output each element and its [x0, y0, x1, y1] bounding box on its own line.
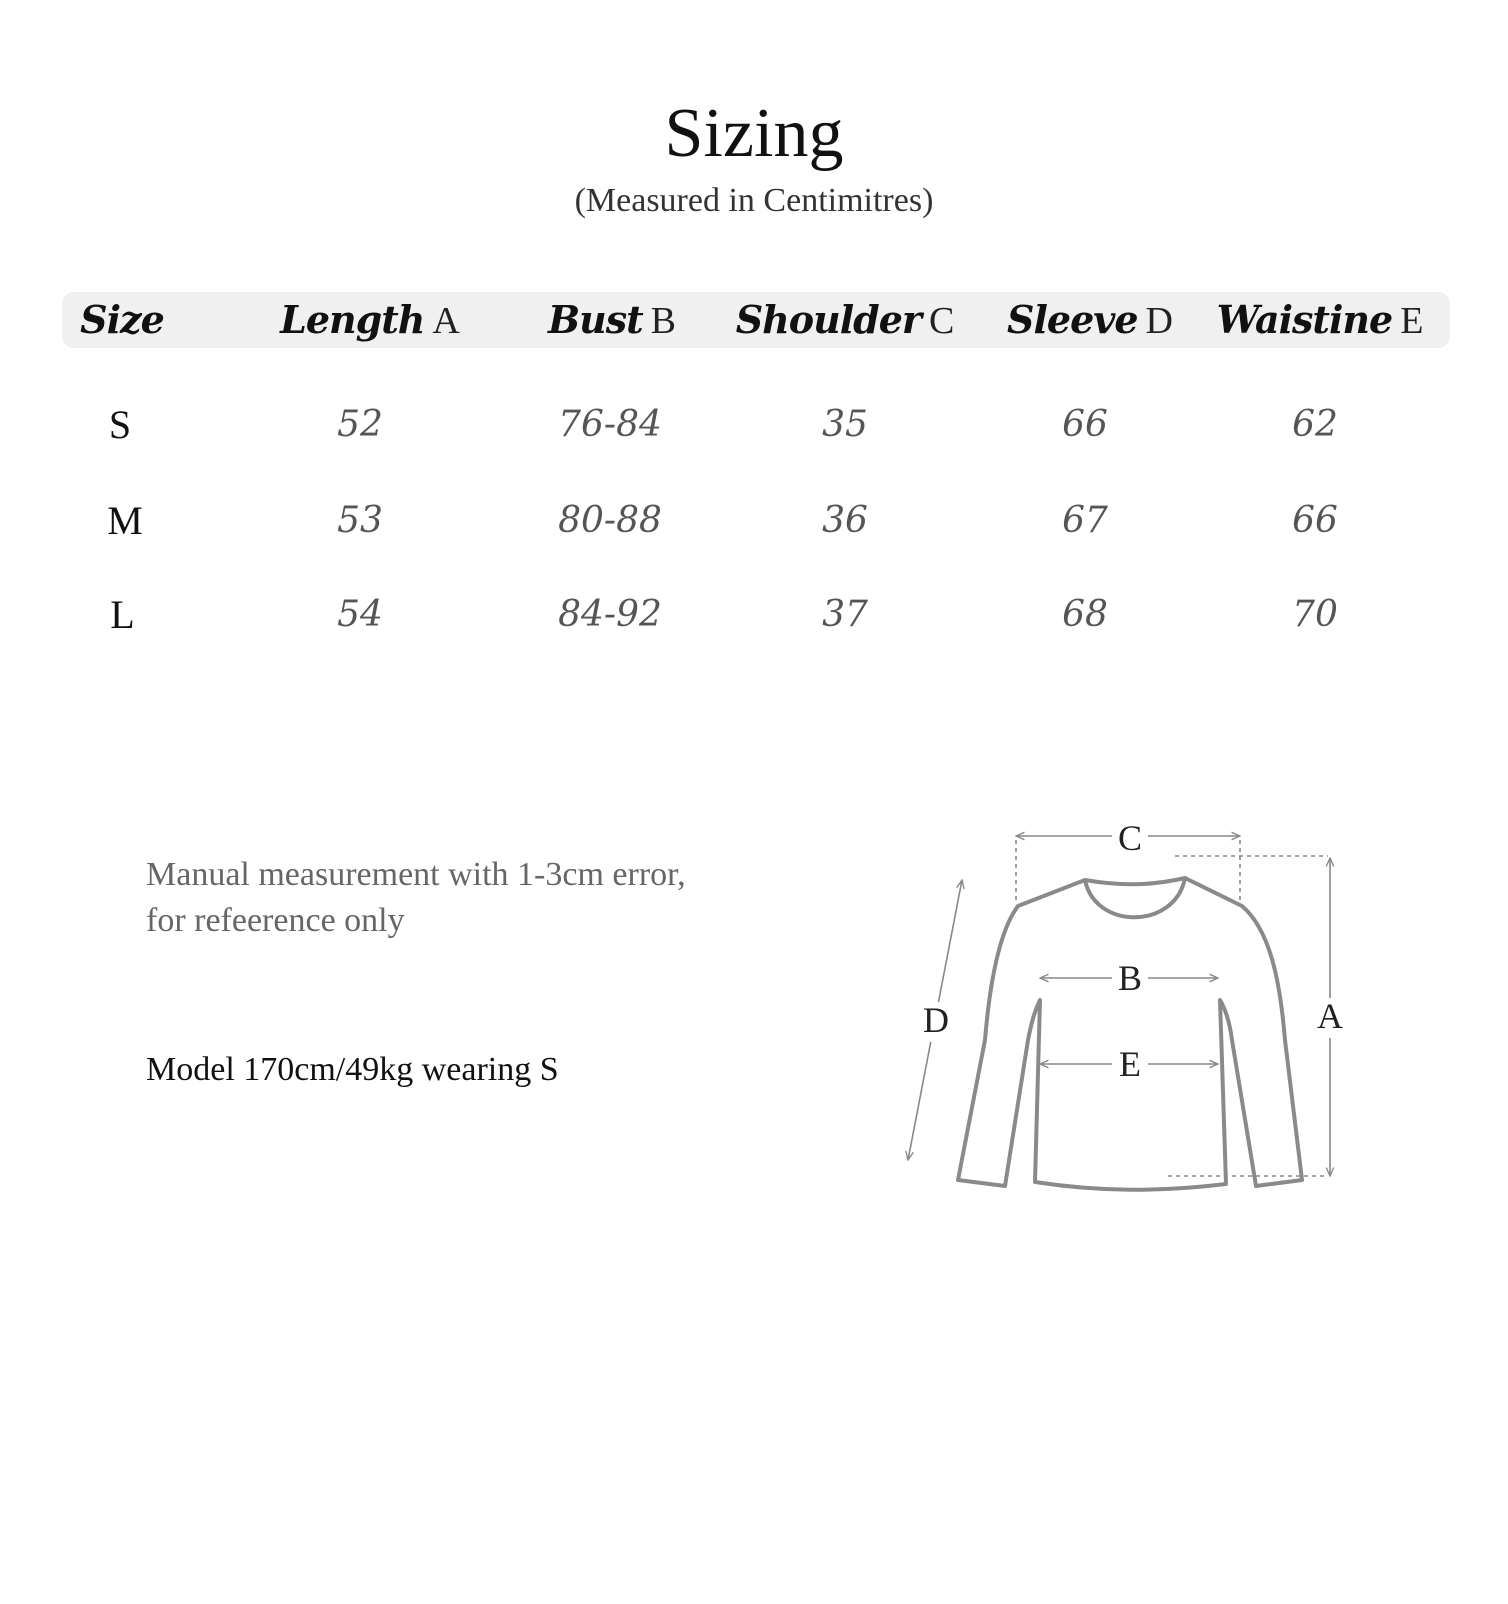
row-l-sleeve: 68	[1062, 594, 1108, 635]
row-l-waist: 70	[1292, 594, 1338, 635]
row-s-length: 52	[337, 404, 383, 445]
row-m-bust: 80-88	[558, 500, 662, 541]
dimension-b-label: B	[1117, 958, 1143, 998]
measurement-note-line2: for refeerence only	[146, 902, 405, 939]
model-info: Model 170cm/49kg wearing S	[146, 1051, 559, 1088]
header-bust	[512, 292, 712, 348]
dimension-e-label: E	[1119, 1044, 1141, 1084]
page-subtitle: (Measured in Centimitres)	[574, 182, 934, 219]
header-size	[62, 292, 182, 348]
row-m-size: M	[107, 498, 143, 543]
dimension-a-label: A	[1317, 996, 1343, 1036]
dimension-d-label: D	[923, 1000, 949, 1040]
header-bust-label: Bust	[547, 297, 643, 342]
row-s-shoulder: 35	[822, 404, 868, 445]
header-shoulder	[725, 292, 965, 348]
header-size-label: Size	[80, 297, 164, 342]
page-title: Sizing	[664, 95, 844, 172]
row-m-shoulder: 36	[822, 500, 868, 541]
row-s-bust: 76-84	[558, 404, 662, 445]
header-shoulder-letter: C	[928, 300, 955, 342]
header-length-label: Length	[280, 297, 425, 342]
header-sleeve	[990, 292, 1190, 348]
dimension-c-label: C	[1117, 820, 1143, 858]
garment-measurement-diagram	[900, 820, 1420, 1220]
header-sleeve-label: Sleeve	[1007, 297, 1138, 342]
row-s-waist: 62	[1292, 404, 1338, 445]
row-l-size: L	[110, 592, 135, 637]
measurement-note-line1: Manual measurement with 1-3cm error,	[146, 856, 686, 893]
header-sleeve-letter: D	[1145, 300, 1173, 342]
header-waistine-letter: E	[1400, 300, 1424, 342]
header-length-letter: A	[432, 300, 460, 342]
header-bust-letter: B	[650, 300, 677, 342]
dimension-a-arrow	[1168, 856, 1330, 1176]
row-s-size: S	[108, 402, 132, 447]
row-l-bust: 84-92	[558, 594, 662, 635]
header-shoulder-label: Shoulder	[735, 297, 921, 342]
row-s-sleeve: 66	[1062, 404, 1108, 445]
row-l-shoulder: 37	[822, 594, 868, 635]
header-length	[265, 292, 475, 348]
row-m-length: 53	[337, 500, 383, 541]
row-m-sleeve: 67	[1062, 500, 1108, 541]
row-l-length: 54	[337, 594, 383, 635]
measurement-note	[146, 852, 686, 944]
header-waistine	[1200, 292, 1440, 348]
header-waistine-label: Waistine	[1216, 297, 1393, 342]
row-m-waist: 66	[1292, 500, 1338, 541]
sweater-outline-icon	[958, 878, 1302, 1190]
